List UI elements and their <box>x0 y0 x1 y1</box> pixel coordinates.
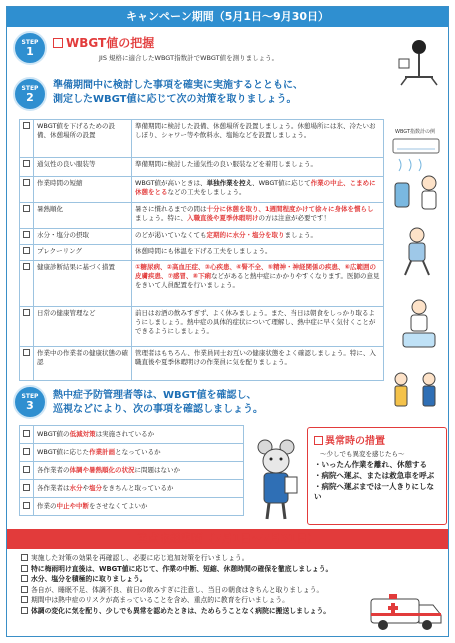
inspector-mascot-icon <box>249 437 303 525</box>
checkbox[interactable] <box>23 205 30 212</box>
measure-item: WBGT値を下げるための設備、休憩場所の設置 <box>34 120 132 158</box>
checkbox[interactable] <box>23 231 30 238</box>
measure-item: 水分・塩分の摂取 <box>34 229 132 245</box>
list-item: 作業の中止や中断をさせなくてよいか <box>20 498 244 516</box>
table-row <box>20 245 384 261</box>
step2-badge-number: 2 <box>26 91 34 104</box>
measure-item: 通気性の良い服装等 <box>34 158 132 177</box>
step2-badge-label: STEP <box>21 85 39 92</box>
table-row <box>20 158 384 177</box>
workers-checking-icon <box>387 369 445 415</box>
step2-title <box>53 79 303 107</box>
measure-desc: 前日はお酒の飲みすぎず、よく休みましょう。また、当日は朝食をしっかり取るようにしましょう。熱中症の具体的症状について理解し、熱中症に早く気付くことができるようにしましょう。 <box>132 307 384 347</box>
list-item: WBGT値に応じた作業計画となっているか <box>20 444 244 462</box>
checkbox[interactable] <box>21 554 28 561</box>
step1-subtitle: JIS 規格に適合したWBGT指数計でWBGT値を測りましょう。 <box>99 54 279 62</box>
measure-desc: 準備期間に検討した設備、休憩場所を設置しましょう。休憩場所には氷、冷たいおしぼり、シャワー等や飲料水、塩飴などを設置しましょう。 <box>132 120 384 158</box>
list-item: 各自が、睡眠不足、体調不良、前日の飲みすぎに注意し、当日の朝食はきちんと取りましょう。 <box>21 585 441 596</box>
checkbox[interactable] <box>23 484 30 491</box>
step3-title-line1: 熱中症予防管理者等は、WBGT値を確認し、 <box>53 390 257 401</box>
step1-badge-number: 1 <box>26 45 34 58</box>
foot-cooling-icon <box>393 297 445 351</box>
emergency-measures-box <box>307 427 447 525</box>
step3-checklist <box>19 425 244 516</box>
meter-caption: WBGT指数計の例 <box>395 129 436 135</box>
measure-desc: 準備期間に検討した通気性の良い服装などを着用しましょう。 <box>132 158 384 177</box>
measure-item: プレクーリング <box>34 245 132 261</box>
ambulance-icon <box>367 589 445 633</box>
list-item: WBGT値の低減対策は実施されているか <box>20 426 244 444</box>
checkbox[interactable] <box>21 586 28 593</box>
list-item: 実施した対策の効果を再確認し、必要に応じ追加対策を行いましょう。 <box>21 553 441 564</box>
checkbox[interactable] <box>23 466 30 473</box>
checkbox[interactable] <box>21 565 28 572</box>
table-row <box>20 120 384 158</box>
checkbox-icon <box>53 38 63 48</box>
list-item: ・ 病院へ運ぶまでは一人きりにしない <box>314 482 440 502</box>
list-item: 期間中は熱中症のリスクが高まっていることを含め、重点的に教育を行いましょう。 <box>21 595 441 606</box>
step3-title <box>53 389 263 417</box>
checkbox[interactable] <box>23 430 30 437</box>
emergency-subtitle: ～少しでも異変を感じたら～ <box>320 450 405 458</box>
checkbox[interactable] <box>21 575 28 582</box>
measure-desc: 暑さに慣れるまでの間は十分に休憩を取り、1週間程度かけて徐々に身体を慣らしましょう。特に、入職直後や夏季休暇明けの方は注意が必要です！ <box>132 203 384 229</box>
resting-worker-icon <box>393 225 445 277</box>
campaign-period-banner: キャンペーン期間（5月1日～9月30日） <box>7 7 448 27</box>
list-item: 特に梅雨明け直後は、WBGT値に応じて、作業の中断、短縮、休憩時間の確保を徹底しましょう。 <box>21 564 441 575</box>
measure-item: 暑熱順化 <box>34 203 132 229</box>
table-row <box>20 229 384 245</box>
list-item: 水分、塩分を積極的に取りましょう。 <box>21 574 441 585</box>
measure-desc: 管理者はもちろん、作業員同士お互いの健康状態をよく確認しましょう。特に、入職直後や夏季休暇明けの作業員に気を配りましょう。 <box>132 347 384 381</box>
checkbox[interactable] <box>23 349 30 356</box>
checkbox[interactable] <box>21 596 28 603</box>
measure-item: 作業中の作業者の健康状態の確認 <box>34 347 132 381</box>
table-row <box>20 177 384 203</box>
table-row <box>20 307 384 347</box>
emergency-title: 異常時の措置 <box>314 432 440 447</box>
step2-title-line2: 測定したWBGT値に応じて次の対策を取りましょう。 <box>53 94 297 105</box>
checkbox-icon <box>314 436 323 445</box>
focus-period-banner: 重点取組期間（7月1日～7月31日） <box>7 529 448 549</box>
checkbox[interactable] <box>23 160 30 167</box>
measure-desc: 休憩時間にも体温を下げる工夫をしましょう。 <box>132 245 384 261</box>
emergency-list <box>314 460 440 502</box>
list-item: 体調の変化に気を配り、少しでも異常を認めたときは、ためらうことなく病院に搬送しましょう。 <box>21 606 351 626</box>
table-row <box>20 347 384 381</box>
measure-item: 日常の健康管理など <box>34 307 132 347</box>
step3-badge-number: 3 <box>26 399 34 412</box>
checkbox[interactable] <box>21 607 28 614</box>
list-item: 各作業者は水分や塩分をきちんと取っているか <box>20 480 244 498</box>
step1-title <box>53 34 154 51</box>
step3-badge-label: STEP <box>21 393 39 400</box>
list-item: 各作業者の体調や暑熱順化の状況に問題はないか <box>20 462 244 480</box>
step1-badge-label: STEP <box>21 39 39 46</box>
list-item: ・ いったん作業を離れ、休憩する <box>314 460 440 470</box>
table-row <box>20 261 384 307</box>
page <box>6 6 449 637</box>
checkbox[interactable] <box>23 122 30 129</box>
step2-title-line1: 準備期間中に検討した事項を確実に実施するとともに、 <box>53 80 303 91</box>
checkbox[interactable] <box>23 309 30 316</box>
measure-desc: のどが渇いていなくても定期的に水分・塩分を取りましょう。 <box>132 229 384 245</box>
measure-desc: WBGT値が高いときは、単独作業を控え、WBGT値に応じて作業の中止、こまめに休憩をとるなどの工夫をしましょう。 <box>132 177 384 203</box>
checkbox[interactable] <box>23 263 30 270</box>
cooling-facility-icon <box>389 135 445 215</box>
step2-measures-table <box>19 119 384 381</box>
step1-badge <box>13 31 47 65</box>
checkbox[interactable] <box>23 502 30 509</box>
measure-desc: ①糖尿病、②高血圧症、③心疾患、④腎不全、⑤精神・神経関係の疾患、⑥広範囲の皮膚疾患、⑦感冒、⑧下痢などがあると熱中症にかかりやすくなります。医師の意見をきいて人員配置を行いましょう。 <box>132 261 384 307</box>
measure-item: 健康診断結果に基づく措置 <box>34 261 132 307</box>
checkbox[interactable] <box>23 448 30 455</box>
step3-title-line2: 巡視などにより、次の事項を確認しましょう。 <box>53 404 263 415</box>
step1-title-text: WBGT値の把握 <box>66 36 155 50</box>
step2-badge <box>13 77 47 111</box>
table-row <box>20 203 384 229</box>
checkbox[interactable] <box>23 247 30 254</box>
step3-badge <box>13 385 47 419</box>
measure-item: 作業時間の短縮 <box>34 177 132 203</box>
wbgt-meter-icon <box>385 37 445 87</box>
list-item: ・ 病院へ運ぶ、または救急車を呼ぶ <box>314 471 440 481</box>
checkbox[interactable] <box>23 179 30 186</box>
